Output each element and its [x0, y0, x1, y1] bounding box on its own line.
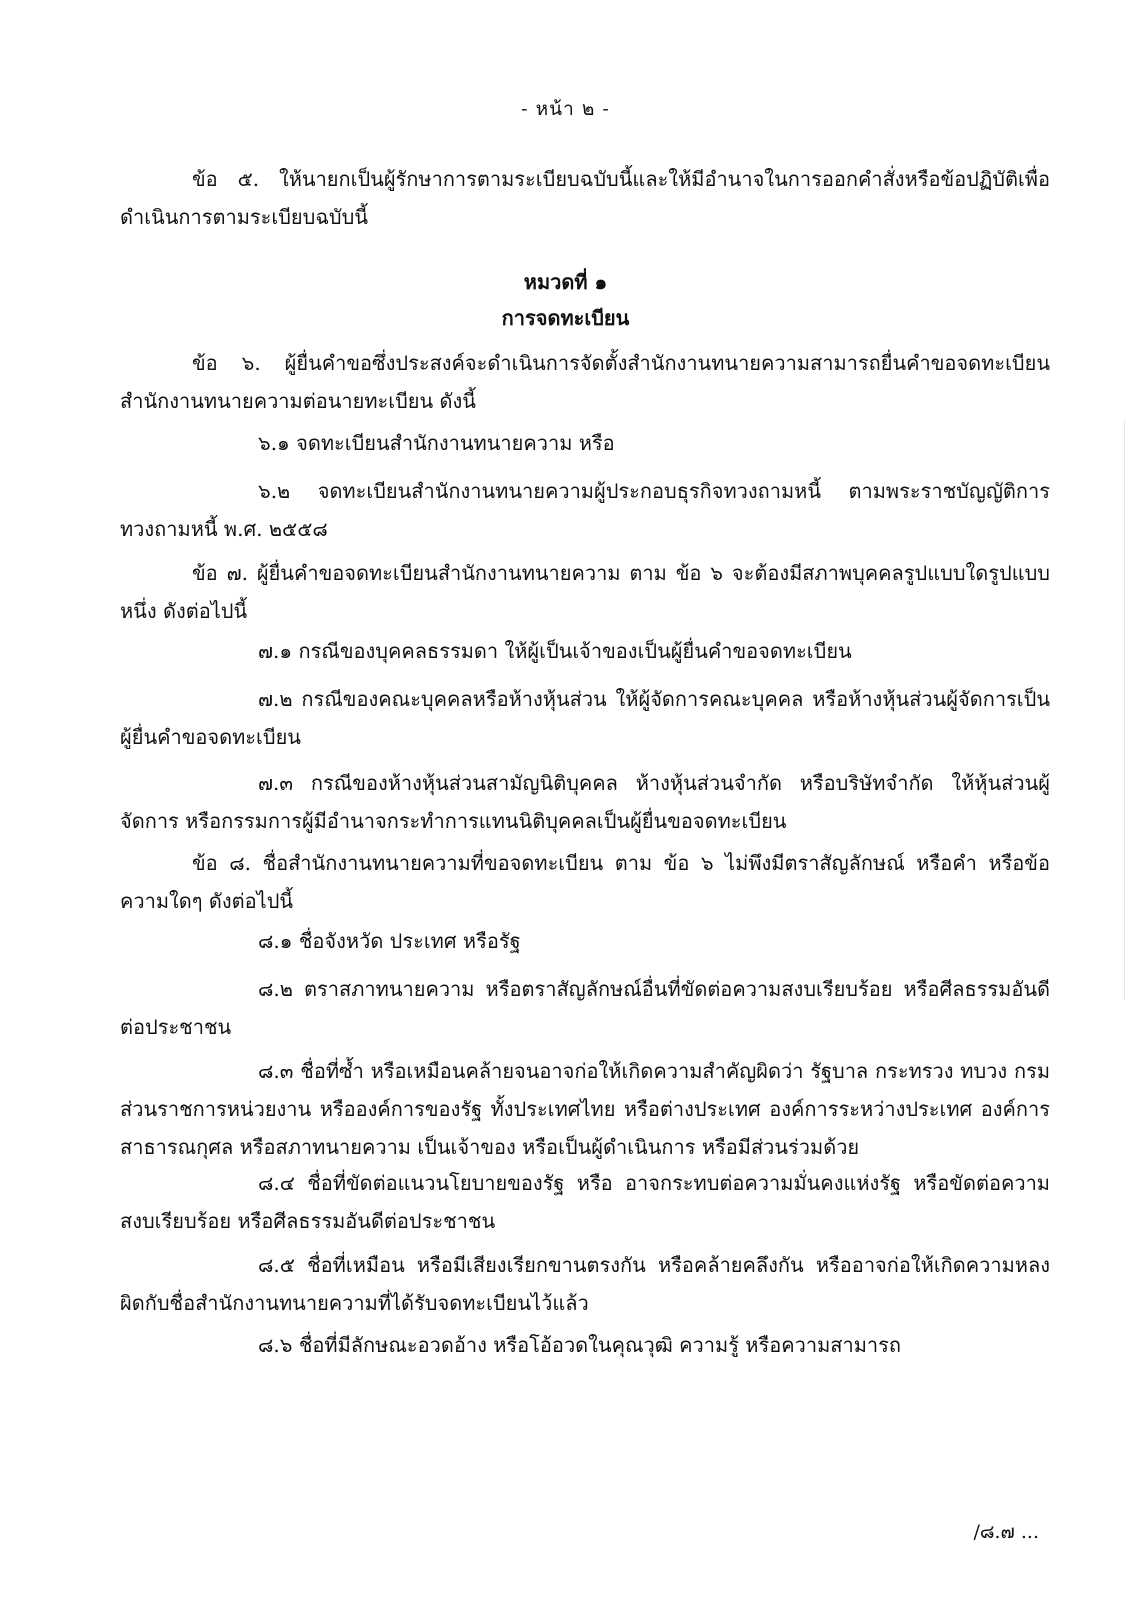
clause-8-5-text: ๘.๕ ชื่อที่เหมือน หรือมีเสียงเรียกขานตรงกัน หรือคล้ายคลึงกัน หรืออาจก่อให้เกิดความหลงผิดกับชื่อสำนักงานทนายความที่ได้รับจดทะเบียนไว้แล้ว: [120, 1253, 1050, 1315]
clause-7-text: ข้อ ๗. ผู้ยื่นคำขอจดทะเบียนสำนักงานทนายความ ตาม ข้อ ๖ จะต้องมีสภาพบุคคลรูปแบบใดรูปแบบหนึ่ง ดังต่อไปนี้: [120, 561, 1050, 623]
clause-6-2-text: ๖.๒ จดทะเบียนสำนักงานทนายความผู้ประกอบธุรกิจทวงถามหนี้ ตามพระราชบัญญัติการทวงถามหนี้ พ.ศ. ๒๕๕๘: [120, 479, 1050, 541]
clause-8-item: [120, 1052, 1050, 1166]
clause-7-item: [120, 680, 1050, 756]
clause-8-item: [120, 970, 1050, 1046]
clause-5: [120, 160, 1050, 236]
chapter-number: หมวดที่ ๑: [523, 270, 608, 294]
clause-7-item: [120, 764, 1050, 840]
clause-7-item: [120, 632, 1050, 670]
clause-6-item: [120, 472, 1050, 548]
clause-7-1-text: ๗.๑ กรณีของบุคคลธรรมดา ให้ผู้เป็นเจ้าของเป็นผู้ยื่นคำขอจดทะเบียน: [258, 639, 852, 663]
scan-edge-shadow: [1124, 420, 1125, 1000]
clause-7-2-text: ๗.๒ กรณีของคณะบุคคลหรือห้างหุ้นส่วน ให้ผู้จัดการคณะบุคคล หรือห้างหุ้นส่วนผู้จัดการเป็นผู้ยื่นคำขอจดทะเบียน: [120, 687, 1050, 749]
clause-8-6-text: ๘.๖ ชื่อที่มีลักษณะอวดอ้าง หรือโอ้อวดในคุณวุฒิ ความรู้ หรือความสามารถ: [258, 1333, 901, 1357]
clause-8-2-text: ๘.๒ ตราสภาทนายความ หรือตราสัญลักษณ์อื่นที่ขัดต่อความสงบเรียบร้อย หรือศีลธรรมอันดีต่อประชาชน: [120, 977, 1050, 1039]
clause-8-item: [120, 1164, 1050, 1240]
page-number-header: - หน้า ๒ -: [521, 98, 610, 120]
clause-6: [120, 344, 1050, 420]
clause-5-text: ข้อ ๕. ให้นายกเป็นผู้รักษาการตามระเบียบฉบับนี้และให้มีอำนาจในการออกคำสั่งหรือข้อปฏิบัติเพื่อดำเนินการตามระเบียบฉบับนี้: [120, 167, 1050, 229]
clause-8-3-text: ๘.๓ ชื่อที่ซ้ำ หรือเหมือนคล้ายจนอาจก่อให้เกิดความสำคัญผิดว่า รัฐบาล กระทรวง ทบวง กรม ส่วนราชการหน่วยงาน หรือองค์การของรัฐ ทั้งประเทศไทย หรือต่างประเทศ องค์การระหว่างประเทศ องค์การสาธารณกุศล หรือสภาทนายความ เป็นเจ้าของ หรือเป็นผู้ดำเนินการ หรือมีส่วนร่วมด้วย: [120, 1059, 1050, 1159]
clause-8-item: [120, 1246, 1050, 1322]
clause-8-item: [120, 1326, 1050, 1364]
continuation-marker: /๘.๗ ...: [973, 1521, 1039, 1543]
chapter-title: การจดทะเบียน: [501, 306, 630, 330]
clause-8-4-text: ๘.๔ ชื่อที่ขัดต่อแนวนโยบายของรัฐ หรือ อาจกระทบต่อความมั่นคงแห่งรัฐ หรือขัดต่อความสงบเรียบร้อย หรือศีลธรรมอันดีต่อประชาชน: [120, 1171, 1050, 1233]
clause-8-text: ข้อ ๘. ชื่อสำนักงานทนายความที่ขอจดทะเบียน ตาม ข้อ ๖ ไม่พึงมีตราสัญลักษณ์ หรือคำ หรือข้อความใดๆ ดังต่อไปนี้: [120, 851, 1050, 913]
clause-7: [120, 554, 1050, 630]
clause-7-3-text: ๗.๓ กรณีของห้างหุ้นส่วนสามัญนิติบุคคล ห้างหุ้นส่วนจำกัด หรือบริษัทจำกัด ให้หุ้นส่วนผู้จัดการ หรือกรรมการผู้มีอำนาจกระทำการแทนนิติบุคคลเป็นผู้ยื่นขอจดทะเบียน: [120, 771, 1050, 833]
clause-6-text: ข้อ ๖. ผู้ยื่นคำขอซึ่งประสงค์จะดำเนินการจัดตั้งสำนักงานทนายความสามารถยื่นคำขอจดทะเบียนสำนักงานทนายความต่อนายทะเบียน ดังนี้: [120, 351, 1050, 413]
clause-6-item: [120, 424, 1050, 462]
clause-6-1-text: ๖.๑ จดทะเบียนสำนักงานทนายความ หรือ: [258, 431, 615, 455]
clause-8-1-text: ๘.๑ ชื่อจังหวัด ประเทศ หรือรัฐ: [258, 929, 521, 953]
clause-8-item: [120, 922, 1050, 960]
clause-8: [120, 844, 1050, 920]
